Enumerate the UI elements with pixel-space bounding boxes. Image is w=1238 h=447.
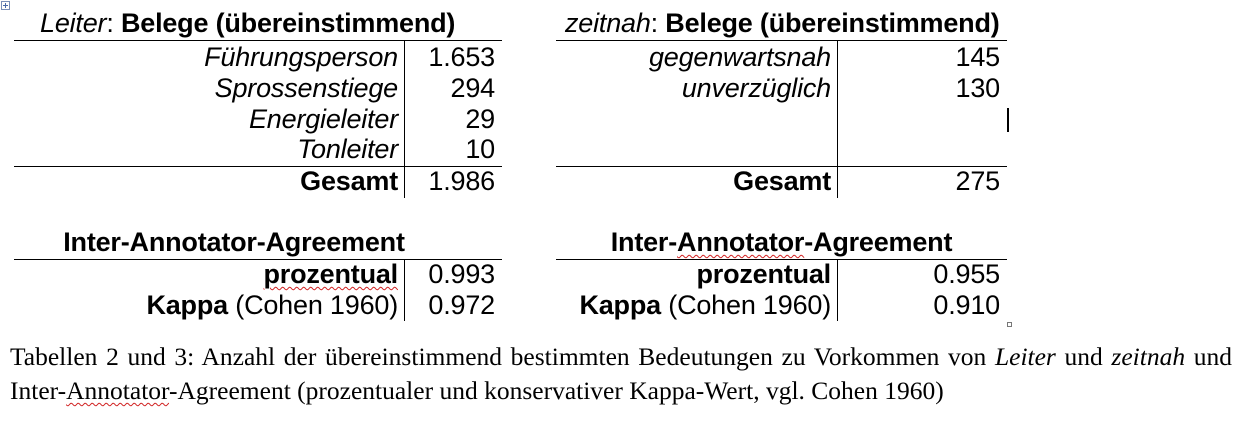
- iaa-leiter-percent-value: 0.993: [428, 259, 495, 289]
- zeitnah-row-label: unverzüglich: [681, 73, 831, 103]
- iaa-leiter-kappa-label: Kappa (Cohen 1960): [146, 290, 398, 320]
- leiter-row-value: 29: [465, 104, 495, 134]
- leiter-row-value: 10: [465, 134, 495, 164]
- leiter-row-label: Tonleiter: [297, 134, 398, 164]
- zeitnah-title-term: zeitnah: [565, 8, 651, 38]
- zeitnah-row-value: 130: [955, 73, 1000, 103]
- leiter-title-term: Leiter: [40, 8, 107, 38]
- iaa-zeitnah-kappa-label: Kappa (Cohen 1960): [579, 290, 831, 320]
- iaa-zeitnah-percent-label: prozentual: [696, 259, 831, 289]
- zeitnah-total-label: Gesamt: [733, 166, 831, 196]
- iaa-zeitnah-column-rule: [837, 259, 838, 321]
- zeitnah-header-rule: [556, 40, 1007, 41]
- zeitnah-column-rule: [837, 40, 838, 198]
- leiter-header-rule: [14, 40, 502, 41]
- iaa-leiter-kappa-value: 0.972: [428, 290, 495, 320]
- text-cursor: [1007, 108, 1009, 132]
- leiter-row-label: Führungsperson: [204, 42, 398, 72]
- leiter-title-rest: Belege (übereinstimmend): [120, 8, 456, 38]
- leiter-column-rule: [404, 40, 405, 198]
- iaa-leiter-column-rule: [404, 259, 405, 321]
- leiter-row-value: 294: [450, 73, 495, 103]
- leiter-row-label: Sprossenstiege: [214, 73, 398, 103]
- zeitnah-table-title: zeitnah: Belege (übereinstimmend): [565, 8, 1000, 38]
- table-caption: Tabellen 2 und 3: Anzahl der übereinstimmend bestimmten Bedeutungen zu Vorkommen von Leiter und zeitnah und Inter-Annotator-Agreement (prozentualer und konservativer Kappa-Wert, vgl. Cohen 1960): [10, 342, 1232, 405]
- zeitnah-row-label: gegenwartsnah: [648, 42, 831, 72]
- leiter-row-label: Energieleiter: [249, 104, 398, 134]
- zeitnah-title-rest: Belege (übereinstimmend): [665, 8, 1000, 38]
- iaa-leiter-title: Inter-Annotator-Agreement: [63, 227, 405, 257]
- object-anchor-icon[interactable]: [1, 1, 10, 10]
- leiter-total-value: 1.986: [428, 166, 495, 196]
- iaa-zeitnah-title: Inter-Annotator-Agreement: [610, 227, 953, 257]
- iaa-leiter-percent-label: prozentual: [263, 259, 398, 289]
- zeitnah-total-value: 275: [955, 166, 1000, 196]
- iaa-zeitnah-percent-value: 0.955: [933, 259, 1000, 289]
- zeitnah-row-value: 145: [955, 42, 1000, 72]
- leiter-total-label: Gesamt: [300, 166, 398, 196]
- leiter-table-title: Leiter: Belege (übereinstimmend): [40, 8, 456, 38]
- iaa-zeitnah-kappa-value: 0.910: [933, 290, 1000, 320]
- table-resize-handle[interactable]: [1007, 322, 1012, 327]
- leiter-row-value: 1.653: [428, 42, 495, 72]
